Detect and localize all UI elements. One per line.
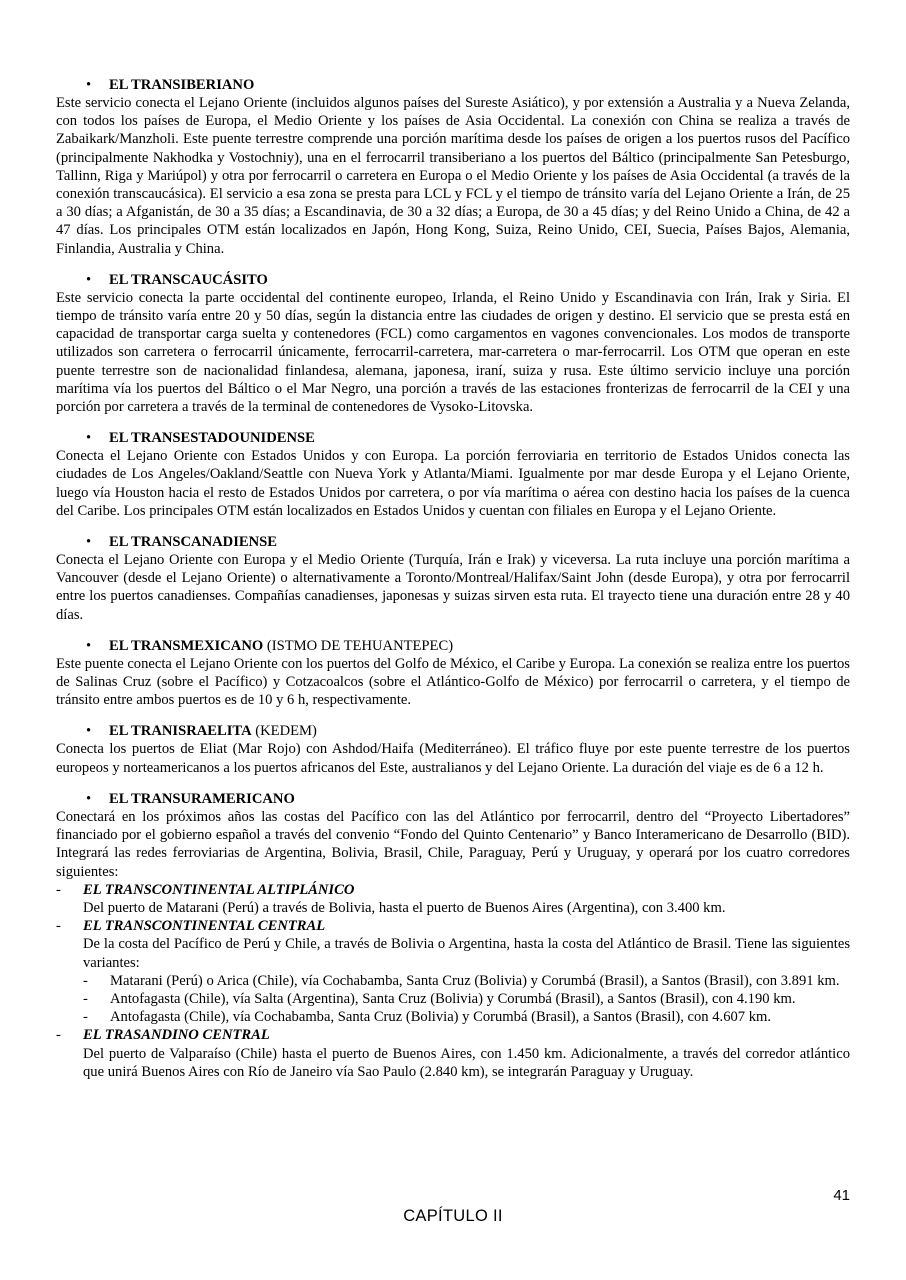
section-title-suffix: (KEDEM) [251, 723, 317, 740]
page-number: 41 [833, 1187, 850, 1204]
dash-icon: - [83, 1009, 88, 1026]
corridor-heading-altiplanico [56, 881, 850, 899]
section-transcaucasito [56, 271, 850, 416]
section-heading [56, 429, 850, 447]
variant-text: Antofagasta (Chile), vía Cochabamba, Santa Cruz (Bolivia) y Corumbá (Brasil), a Santos (Brasil), con 4.607 km. [110, 1009, 772, 1026]
variant-text: Matarani (Perú) o Arica (Chile), vía Cochabamba, Santa Cruz (Bolivia) y Corumbá (Brasil), a Santos (Brasil), con 3.891 km. [110, 972, 840, 989]
section-title: EL TRANSMEXICANO [109, 637, 264, 654]
section-title: EL TRANSESTADOUNIDENSE [109, 430, 315, 447]
corridor-heading-central [56, 917, 850, 935]
section-heading [56, 533, 850, 551]
section-heading [56, 271, 850, 289]
section-heading [56, 722, 850, 740]
section-title: EL TRANSIBERIANO [109, 77, 255, 93]
corridor-title: EL TRANSCONTINENTAL ALTIPLÁNICO [83, 881, 355, 898]
section-heading [56, 790, 850, 808]
section-paragraph: Conectará en los próximos años las costas del Pacífico con las del Atlántico por ferrocarril, dentro del “Proyecto Libertadores” financiado por el gobierno español a través del convenio “Fondo del Quinto Centenario” y Banco Interamericano de Desarrollo (BID). Integrará las redes ferroviarias de Argentina, Bolivia, Brasil, Chile, Paraguay, Perú y Uruguay, y operará por los cuatro corredores siguientes: [56, 808, 850, 880]
section-heading [56, 76, 850, 94]
variant-item [83, 990, 850, 1008]
variant-item [83, 1008, 850, 1026]
dash-icon: - [56, 918, 61, 935]
dash-icon: - [83, 990, 88, 1007]
section-paragraph: Este servicio conecta la parte occidental del continente europeo, Irlanda, el Reino Unido y Escandinavia con Irán, Irak y Siria. El tiempo de tránsito varía entre 20 y 50 días, según la distancia entre las ciudades de origen y destino. El servicio que se presta está en capacidad de transportar carga suelta y contenedores (FCL) como cargamentos en vagones convencionales. Los modos de transporte utilizados son carretera o ferrocarril únicamente, ferrocarril-carretera, mar-carretera o mar-ferrocarril. Los OTM que operan en este puente terrestre son de nacionalidad finlandesa, alemana, japonesa, iraní, suiza y rusa. Este último servicio incluye una porción marítima vía los puertos del Báltico o el Mar Negro, una porción a través de las estaciones fronterizas de ferrocarril de la CEI y una porción por carretera a través de la terminal de contenedores de Vysoko-Litovska. [56, 289, 850, 416]
corridor-text: Del puerto de Valparaíso (Chile) hasta el puerto de Buenos Aires, con 1.450 km. Adicionalmente, a través del corredor atlántico que unirá Buenos Aires con Río de Janeiro vía Sao Paulo (2.840 km), se integrarán Paraguay y Uruguay. [83, 1045, 850, 1080]
section-paragraph: Este puente conecta el Lejano Oriente con los puertos del Golfo de México, el Caribe y Europa. La conexión se realiza entre los puertos de Salinas Cruz (sobre el Pacífico) y Cotzacoalcos (sobre el Atlántico-Golfo de México) por ferrocarril o carretera, y el tiempo de tránsito entre ambos puertos es de 10 y 6 h, respectivamente. [56, 655, 850, 709]
section-transmexicano [56, 637, 850, 710]
bullet-icon: • [86, 77, 92, 93]
section-transiberiano [56, 76, 850, 258]
section-paragraph: Conecta los puertos de Eliat (Mar Rojo) con Ashdod/Haifa (Mediterráneo). El tráfico fluye por este puente terrestre de los puertos europeos y norteamericanos a los puertos africanos del Este, australianos y del Lejano Oriente. La duración del viaje es de 6 a 12 h. [56, 741, 850, 776]
bullet-icon: • [86, 723, 92, 740]
chapter-footer: CAPÍTULO II [403, 1207, 503, 1225]
dash-icon: - [56, 881, 61, 898]
section-transuramericano [56, 790, 850, 1081]
section-paragraph: Conecta el Lejano Oriente con Estados Unidos y con Europa. La porción ferroviaria en territorio de Estados Unidos conecta las ciudades de Los Angeles/Oakland/Seattle con Nueva York y Atlanta/Miami. Igualmente por mar desde Europa y el Lejano Oriente, luego vía Houston hacia el resto de Estados Unidos por carretera, o por vía marítima o aérea con destino hacia los países de la cuenca del Caribe. Los principales OTM están localizados en Estados Unidos y cuentan con filiales en Europa y el Lejano Oriente. [56, 448, 850, 519]
section-transisraelita [56, 722, 850, 776]
section-paragraph: Conecta el Lejano Oriente con Europa y el Medio Oriente (Turquía, Irán e Irak) y viceversa. La ruta incluye una porción marítima a Vancouver (desde el Lejano Oriente) o alternativamente a Toronto/Montreal/Halifax/Saint John (desde Europa), y otra por ferrocarril entre los puertos canadienses. Compañías canadienses, japonesas y suizas sirven esta ruta. El trayecto tiene una duración entre 28 y 40 días. [56, 552, 850, 623]
document-body [56, 76, 850, 1094]
corridor-text: De la costa del Pacífico de Perú y Chile, a través de Bolivia o Argentina, hasta la costa del Atlántico de Brasil. Tiene las siguientes variantes: [83, 936, 850, 971]
section-title: EL TRANSCANADIENSE [109, 534, 278, 551]
bullet-icon: • [86, 790, 92, 807]
section-title-suffix: (ISTMO DE TEHUANTEPEC) [263, 637, 454, 654]
section-transestadounidense [56, 429, 850, 520]
section-paragraph: Este servicio conecta el Lejano Oriente (incluidos algunos países del Sureste Asiático), y por extensión a Australia y a Nueva Zelanda, con todos los países de Europa, el Medio Oriente y los países de Asia Occidental. La conexión con China se realiza a través de Zabaikark/Manzholi. Este puente terrestre comprende una porción marítima desde los países de origen a los puertos rusos del Pacífico (principalmente Nakhodka y Vostochniy), una en el ferrocarril transiberiano a los puertos del Báltico (principalmente San Petesburgo, Tallinn, Riga y Mariúpol) y otra por ferrocarril o carretera en Europa o el Medio Oriente y los países de Asia Occidental (a través de la conexión transcaucásica). El servicio a esa zona se presta para LCL y FCL y el tiempo de tránsito varía del Lejano Oriente a Irán, de 25 a 30 días; a Afganistán, de 30 a 35 días; a Escandinavia, de 30 a 32 días; a Europa, de 30 a 45 días; y del Reino Unido a China, de 42 a 47 días. Los principales OTM están localizados en Japón, Hong Kong, Suiza, Reino Unido, CEI, Suecia, Países Bajos, Alemania, Finlandia, Australia y China. [56, 95, 850, 257]
section-title: EL TRANSCAUCÁSITO [109, 271, 268, 288]
corridor-text: Del puerto de Matarani (Perú) a través de Bolivia, hasta el puerto de Buenos Aires (Argentina), con 3.400 km. [83, 899, 726, 916]
bullet-icon: • [86, 534, 92, 551]
variant-item [83, 972, 850, 990]
bullet-icon: • [86, 271, 92, 288]
corridor-title: EL TRASANDINO CENTRAL [83, 1027, 270, 1044]
corridor-list [56, 881, 850, 1081]
dash-icon: - [83, 972, 88, 989]
section-title: EL TRANSURAMERICANO [109, 790, 295, 807]
section-title: EL TRANISRAELITA [109, 723, 252, 740]
bullet-icon: • [86, 637, 92, 654]
bullet-icon: • [86, 430, 92, 447]
corridor-title: EL TRANSCONTINENTAL CENTRAL [83, 918, 326, 935]
corridor-heading-trasandino [56, 1026, 850, 1044]
section-transcanadiense [56, 533, 850, 624]
dash-icon: - [56, 1027, 61, 1044]
section-heading [56, 637, 850, 655]
variant-text: Antofagasta (Chile), vía Salta (Argentina), Santa Cruz (Bolivia) y Corumbá (Brasil), a Santos (Brasil), con 4.190 km. [110, 990, 796, 1007]
